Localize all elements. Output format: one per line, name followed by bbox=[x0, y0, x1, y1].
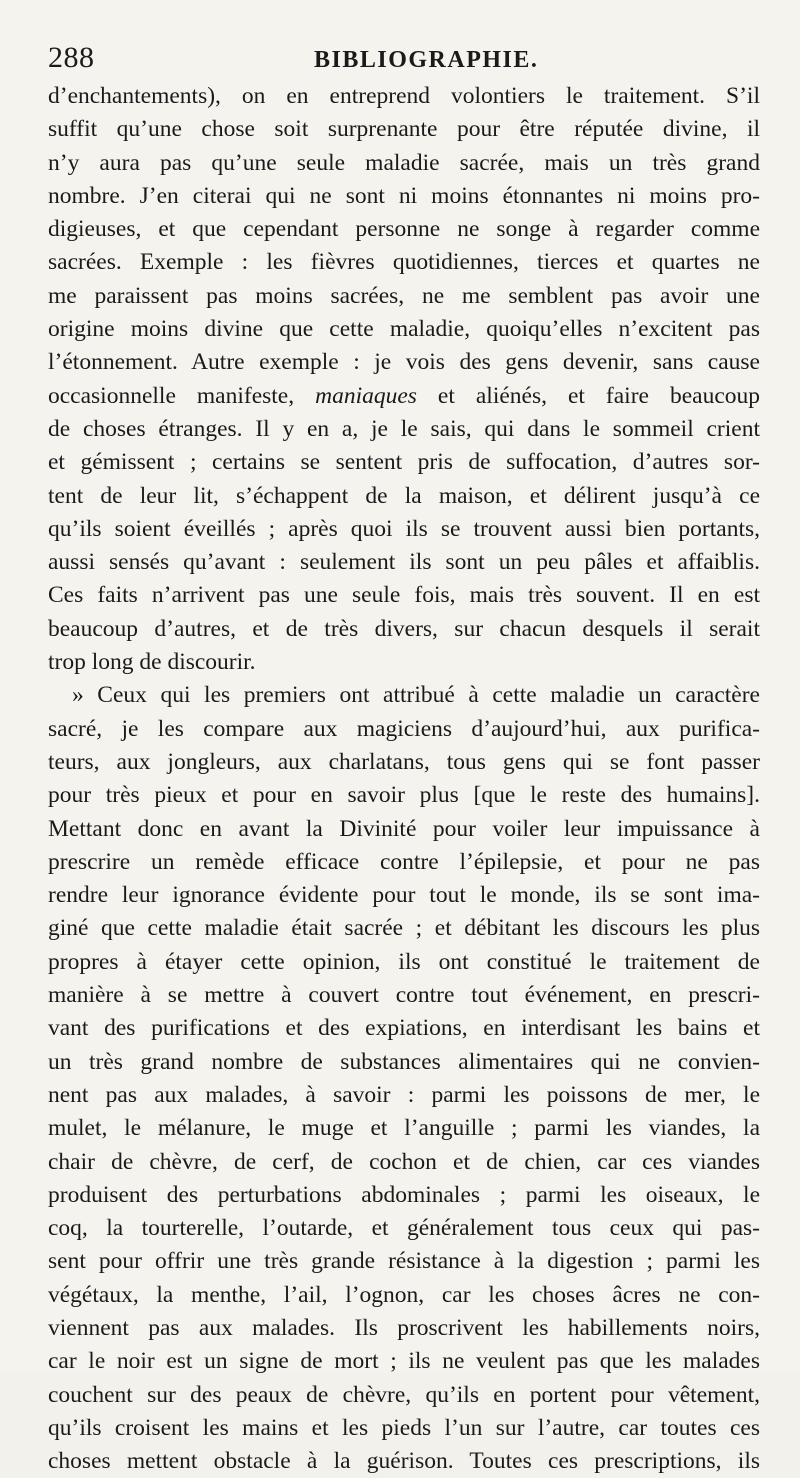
text-line: nent pas aux malades, à savoir : parmi les poissons de mer, le bbox=[48, 1081, 760, 1108]
text-line: mulet, le mélanure, le muge et l’anguille ; parmi les viandes, la bbox=[48, 1115, 760, 1142]
line-segment: occasionnelle manifeste, bbox=[48, 382, 316, 409]
text-line: chair de chèvre, de cerf, de cochon et de chien, car ces viandes bbox=[48, 1148, 760, 1175]
text-line: végétaux, la menthe, l’ail, l’ognon, car les choses âcres ne con- bbox=[48, 1281, 760, 1308]
text-line: trop long de discourir. bbox=[48, 649, 256, 676]
text-line: vant des purifications et des expiations, en interdisant les bains et bbox=[48, 1015, 760, 1042]
text-line: coq, la tourterelle, l’outarde, et généralement tous ceux qui pas- bbox=[48, 1215, 760, 1242]
text-line: n’y aura pas qu’une seule maladie sacrée, mais un très grand bbox=[48, 149, 760, 176]
italic-term: maniaques bbox=[315, 382, 417, 409]
text-line: nombre. J’en citerai qui ne sont ni moins étonnantes ni moins pro- bbox=[48, 182, 760, 209]
text-line: tent de leur lit, s’échappent de la maison, et délirent jusqu’à ce bbox=[48, 482, 760, 509]
text-line: suffit qu’une chose soit surprenante pour être réputée divine, il bbox=[48, 116, 760, 143]
line-segment: et aliénés, et faire beaucoup bbox=[416, 382, 760, 409]
text-line-with-italic bbox=[48, 380, 760, 413]
text-line: qu’ils croisent les mains et les pieds l’un sur l’autre, car toutes ces bbox=[48, 1414, 760, 1441]
text-line: car le noir est un signe de mort ; ils ne veulent pas que les malades bbox=[48, 1348, 760, 1375]
text-line: rendre leur ignorance évidente pour tout le monde, ils se sont ima- bbox=[48, 882, 760, 909]
text-line: » Ceux qui les premiers ont attribué à cette maladie un caractère bbox=[72, 682, 760, 709]
text-line: sacré, je les compare aux magiciens d’aujourd’hui, aux purifica- bbox=[48, 715, 760, 742]
text-line: d’enchantements), on en entreprend volontiers le traitement. S’il bbox=[48, 83, 760, 109]
page-number: 288 bbox=[48, 41, 95, 74]
text-line: et gémissent ; certains se sentent pris de suffocation, d’autres sor- bbox=[48, 449, 760, 476]
text-line: sent pour offrir une très grande résistance à la digestion ; parmi les bbox=[48, 1248, 760, 1275]
text-line: prescrire un remède efficace contre l’épilepsie, et pour ne pas bbox=[48, 848, 760, 875]
text-line: Mettant donc en avant la Divinité pour voiler leur impuissance à bbox=[48, 815, 760, 842]
text-line: sacrées. Exemple : les fièvres quotidiennes, tierces et quartes ne bbox=[48, 249, 760, 276]
text-line: origine moins divine que cette maladie, quoiqu’elles n’excitent pas bbox=[48, 316, 760, 343]
text-line: viennent pas aux malades. Ils proscrivent les habillements noirs, bbox=[48, 1314, 760, 1341]
text-line: aussi sensés qu’avant : seulement ils sont un peu pâles et affaiblis. bbox=[48, 549, 760, 576]
page-header bbox=[48, 38, 758, 78]
text-line: me paraissent pas moins sacrées, ne me semblent pas avoir une bbox=[48, 282, 760, 309]
text-line: manière à se mettre à couvert contre tout événement, en prescri- bbox=[48, 982, 760, 1009]
text-line: l’étonnement. Autre exemple : je vois des gens devenir, sans cause bbox=[48, 349, 760, 376]
text-line: teurs, aux jongleurs, aux charlatans, tous gens qui se font passer bbox=[48, 748, 760, 775]
text-line: beaucoup d’autres, et de très divers, sur chacun desquels il serait bbox=[48, 615, 760, 642]
text-line: pour très pieux et pour en savoir plus [que le reste des humains]. bbox=[48, 782, 760, 809]
text-line: choses mettent obstacle à la guérison. Toutes ces prescriptions, ils bbox=[48, 1448, 760, 1475]
text-line: qu’ils soient éveillés ; après quoi ils se trouvent aussi bien portants, bbox=[48, 515, 760, 542]
text-line: Ces faits n’arrivent pas une seule fois, mais très souvent. Il en est bbox=[48, 582, 760, 609]
running-head: BIBLIOGRAPHIE. bbox=[314, 47, 539, 73]
text-line: produisent des perturbations abdominales ; parmi les oiseaux, le bbox=[48, 1181, 760, 1208]
text-line: digieuses, et que cependant personne ne songe à regarder comme bbox=[48, 216, 760, 243]
text-line: propres à étayer cette opinion, ils ont constitué le traitement de bbox=[48, 948, 760, 975]
text-line: de choses étranges. Il y en a, je le sais, qui dans le sommeil crient bbox=[48, 415, 760, 442]
body-text bbox=[48, 80, 760, 1478]
text-line: un très grand nombre de substances alimentaires qui ne convien- bbox=[48, 1048, 760, 1075]
text-line: giné que cette maladie était sacrée ; et débitant les discours les plus bbox=[48, 915, 760, 942]
text-line: couchent sur des peaux de chèvre, qu’ils en portent pour vêtement, bbox=[48, 1381, 760, 1408]
